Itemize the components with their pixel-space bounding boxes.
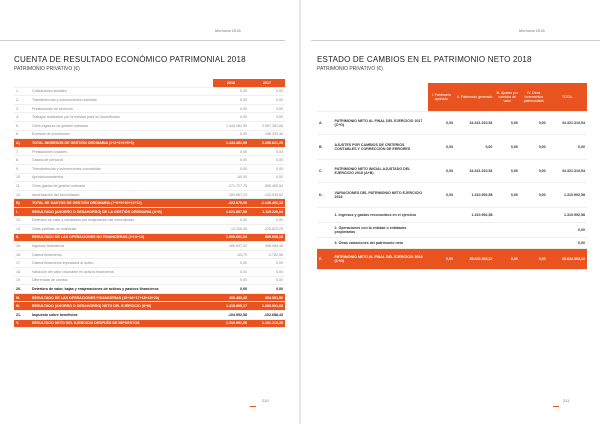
value-2017: 0,00: [249, 216, 285, 225]
row-value: 1.310.992,58: [548, 208, 587, 223]
row-number: 15.: [14, 242, 30, 251]
table-row: [14, 250, 285, 259]
table-row: [14, 276, 285, 285]
row-value: [455, 223, 494, 238]
row-value: 0,00: [520, 249, 548, 270]
row-value: 0,00: [455, 135, 494, 160]
row-label: VARIACIONES DEL PATRIMONIO NETO EJERCICIO 2018: [333, 183, 428, 208]
row-value: 35.632.303,12: [548, 249, 587, 270]
value-2018: 1.444.482,99: [213, 139, 249, 148]
row-letter: B.: [317, 135, 333, 160]
row-number: 1.: [14, 87, 30, 96]
row-value: 35.632.303,12: [455, 249, 494, 270]
row-value: 0,00: [548, 238, 587, 249]
left-page: [0, 0, 299, 424]
row-value: 0,00: [520, 183, 548, 208]
row-label: Diferencias de cambio: [30, 276, 213, 285]
row-number: 17.: [14, 259, 30, 268]
table-row: [14, 164, 285, 173]
row-value: [455, 238, 494, 249]
running-header: Memoria 2018: [215, 28, 241, 33]
value-2017: 1.181.213,25: [249, 319, 285, 328]
column-header-2017: 2017: [249, 79, 285, 87]
value-2017: 0,00: [249, 96, 285, 105]
row-label: Impuesto sobre beneficios: [30, 311, 213, 320]
table-row: [14, 319, 285, 328]
row-letter: C.: [317, 160, 333, 183]
row-number: 12.: [14, 190, 30, 199]
row-number: V.: [14, 319, 30, 328]
row-label: Excesos de provisiones: [30, 130, 213, 139]
row-letter: [317, 238, 333, 249]
row-number: 10.: [14, 173, 30, 182]
value-2018: 0,00: [213, 216, 249, 225]
row-number: 7.: [14, 147, 30, 156]
value-2018: 0,00: [213, 285, 249, 294]
value-2017: 2.255.621,20: [249, 139, 285, 148]
value-2017: 398.084,46: [249, 242, 285, 251]
row-label: Deterioro de valor y resultados por enajenación del inmovilizado: [30, 216, 213, 225]
row-value: 34.321.310,54: [455, 112, 494, 135]
value-2017: -3.782,96: [249, 250, 285, 259]
value-2017: 889.598,18: [249, 233, 285, 242]
row-number: 20.: [14, 285, 30, 294]
value-2017: 0,00: [249, 113, 285, 122]
value-2017: 394.301,50: [249, 293, 285, 302]
row-label: Deterioro de valor, bajas y enajenaciones de activos y pasivos financieros: [30, 285, 213, 294]
page-subtitle: PATRIMONIO PRIVATIVO (€): [317, 66, 383, 72]
value-2018: 0,00: [213, 87, 249, 96]
page-marker: [250, 406, 256, 407]
column-header-patrimonio-generado: II. Patrimonio generado: [455, 83, 494, 112]
header-rule: [0, 40, 285, 41]
table-row: [14, 139, 285, 148]
page-subtitle: PATRIMONIO PRIVATIVO (€): [14, 66, 80, 72]
row-label: Prestaciones de servicios: [30, 104, 213, 113]
value-2018: -271.727,76: [213, 182, 249, 191]
table-row: [14, 87, 285, 96]
row-letter: D.: [317, 183, 333, 208]
row-value: 0,00: [428, 160, 456, 183]
column-header-ajustes: III. Ajustes por cambios de valor: [494, 83, 519, 112]
row-label: PATRIMONIO NETO AL FINAL DEL EJERCICIO 2018 (C+D): [333, 249, 428, 270]
row-number: 19.: [14, 276, 30, 285]
table-row: [14, 147, 285, 156]
value-2017: 0,00: [249, 259, 285, 268]
row-letter: [317, 223, 333, 238]
row-number: 6.: [14, 130, 30, 139]
table-row: [14, 268, 285, 277]
page-title: ESTADO DE CAMBIOS EN EL PATRIMONIO NETO 2018: [317, 55, 532, 64]
table-row: [14, 156, 285, 165]
row-label: Otros gastos de gestión ordinaria: [30, 182, 213, 191]
value-2017: -995.465,54: [249, 182, 285, 191]
row-label: Gastos financieros: [30, 250, 213, 259]
row-number: 4.: [14, 113, 30, 122]
row-value: 34.321.310,54: [548, 160, 587, 183]
column-header-otros-incrementos: IV. Otros incrementos patrimoniales: [520, 83, 548, 112]
value-2018: -12.206,45: [213, 225, 249, 234]
table-row: [14, 96, 285, 105]
value-2017: 0,00: [249, 276, 285, 285]
row-value: 0,00: [428, 249, 456, 270]
row-value: 0,00: [494, 183, 519, 208]
row-value: 1.310.992,58: [455, 183, 494, 208]
row-label: Cotizaciones sociales: [30, 87, 213, 96]
table-row: [14, 302, 285, 311]
row-value: 0,00: [428, 112, 456, 135]
value-2018: -63,79: [213, 250, 249, 259]
table-row: [14, 293, 285, 302]
table-row: [317, 249, 587, 270]
equity-table: [317, 83, 587, 270]
row-letter: A.: [317, 112, 333, 135]
result-table: [14, 79, 285, 328]
table-row: [14, 216, 285, 225]
value-2018: -422.675,00: [213, 199, 249, 208]
row-label: RESULTADO (AHORRO O DESAHORRO) NETO DEL EJERCICIO (II+III): [30, 302, 213, 311]
row-label: RESULTADO DE LAS OPERACIONES FINANCIERAS (15+16+17+18+19+20): [30, 293, 213, 302]
row-number: 5.: [14, 121, 30, 130]
row-label: Otros ingresos de gestión ordinaria: [30, 121, 213, 130]
value-2018: 1.009.601,54: [213, 233, 249, 242]
row-number: 21.: [14, 311, 30, 320]
value-2017: 1.115.220,04: [249, 207, 285, 216]
row-letter: E.: [317, 249, 333, 270]
row-number: 14.: [14, 225, 30, 234]
row-value: 0,00: [494, 249, 519, 270]
row-number: 9.: [14, 164, 30, 173]
table-row: [14, 130, 285, 139]
table-row: [14, 225, 285, 234]
row-value: 34.321.310,54: [548, 112, 587, 135]
row-label: Variación del valor razonable en activos financieros: [30, 268, 213, 277]
value-2018: 0,00: [213, 156, 249, 165]
value-2018: 0,00: [213, 104, 249, 113]
page-number: 210: [262, 398, 269, 403]
row-value: [520, 208, 548, 223]
row-number: II.: [14, 233, 30, 242]
page-marker: [553, 406, 559, 407]
row-value: 0,00: [548, 223, 587, 238]
row-number: III.: [14, 293, 30, 302]
table-row: [317, 238, 587, 249]
value-2018: 1.310.992,58: [213, 319, 249, 328]
value-2018: 1.444.482,99: [213, 121, 249, 130]
table-header-row: [14, 79, 285, 87]
value-2017: 0,00: [249, 268, 285, 277]
row-value: 0,00: [494, 160, 519, 183]
row-value: 0,00: [428, 135, 456, 160]
table-row: [14, 190, 285, 199]
row-value: [428, 238, 456, 249]
row-number: B): [14, 199, 30, 208]
table-row: [14, 259, 285, 268]
row-label: Amortización del inmovilizado: [30, 190, 213, 199]
value-2017: 0,00: [249, 285, 285, 294]
value-2017: -225.622,29: [249, 225, 285, 234]
page-number: 211: [563, 398, 570, 403]
value-2017: 198.339,36: [249, 130, 285, 139]
table-row: [317, 223, 587, 238]
row-value: [428, 223, 456, 238]
value-2018: 0,00: [213, 268, 249, 277]
value-2017: 0,00: [249, 104, 285, 113]
row-letter: [317, 208, 333, 223]
row-number: 2.: [14, 96, 30, 105]
row-label: TOTAL DE GASTOS DE GESTIÓN ORDINARIA (7+8+9+10+11+12): [30, 199, 213, 208]
table-row: [14, 285, 285, 294]
value-2018: 406.483,43: [213, 293, 249, 302]
row-label: PATRIMONIO NETO INICIAL AJUSTADO DEL EJERCICIO 2018 (A+B): [333, 160, 428, 183]
row-value: 0,00: [520, 160, 548, 183]
value-2018: 0,00: [213, 96, 249, 105]
value-2018: 0,00: [213, 276, 249, 285]
row-number: A): [14, 139, 30, 148]
value-2017: 1.283.901,68: [249, 302, 285, 311]
value-2017: 0,00: [249, 164, 285, 173]
row-label: 3. Otras variaciones del patrimonio neto: [333, 238, 428, 249]
table-row: [14, 207, 285, 216]
row-value: [520, 238, 548, 249]
value-2017: 0,00: [249, 173, 285, 182]
value-2017: 0,00: [249, 147, 285, 156]
value-2018: 0,00: [213, 147, 249, 156]
right-page: [301, 0, 600, 424]
row-number: 16.: [14, 250, 30, 259]
table-row: [317, 135, 587, 160]
column-header-2018: 2018: [213, 79, 249, 87]
row-label: Gastos financieros imputados al activo: [30, 259, 213, 268]
row-number: I.: [14, 207, 30, 216]
table-row: [317, 112, 587, 135]
table-row: [14, 113, 285, 122]
table-row: [14, 233, 285, 242]
table-header-row: [317, 83, 587, 112]
row-label: Prestaciones sociales: [30, 147, 213, 156]
table-row: [14, 242, 285, 251]
table-row: [14, 173, 285, 182]
row-label: RESULTADO NETO DEL EJERCICIO DESPUÉS DE IMPUESTOS: [30, 319, 213, 328]
row-value: 0,00: [428, 183, 456, 208]
row-value: [428, 208, 456, 223]
value-2018: 0,00: [213, 259, 249, 268]
row-number: 18.: [14, 268, 30, 277]
table-row: [317, 208, 587, 223]
value-2017: -144.935,62: [249, 190, 285, 199]
row-label: Aprovisionamientos: [30, 173, 213, 182]
row-number: 3.: [14, 104, 30, 113]
row-number: IV.: [14, 302, 30, 311]
row-value: 0,00: [520, 112, 548, 135]
row-value: 0,00: [520, 135, 548, 160]
row-value: [494, 208, 519, 223]
row-label: 2. Operaciones con la entidad o entidades propietarias: [333, 223, 428, 238]
value-2017: -1.140.401,16: [249, 199, 285, 208]
row-label: AJUSTES POR CAMBIOS DE CRITERIOS CONTABLES Y CORRECCIÓN DE ERRORES: [333, 135, 428, 160]
row-value: [494, 223, 519, 238]
value-2018: 0,00: [213, 130, 249, 139]
table-row: [14, 121, 285, 130]
value-2017: 2.057.281,84: [249, 121, 285, 130]
value-2018: -104.992,58: [213, 311, 249, 320]
row-label: Ingresos financieros: [30, 242, 213, 251]
table-row: [317, 160, 587, 183]
row-label: Gastos de personal: [30, 156, 213, 165]
row-value: 0,00: [494, 135, 519, 160]
page-title: CUENTA DE RESULTADO ECONÓMICO PATRIMONIAL 2018: [14, 55, 246, 64]
table-row: [317, 183, 587, 208]
row-value: [494, 238, 519, 249]
row-label: Transferencias y subvenciones concedidas: [30, 164, 213, 173]
row-label: RESULTADO DE LAS OPERACIONES NO FINANCIERAS (I+13+14): [30, 233, 213, 242]
row-number: 13.: [14, 216, 30, 225]
column-header-patrimonio-aportado: I. Patrimonio aportado: [428, 83, 456, 112]
row-label: 1. Ingresos y gastos reconocidos en el ejercicio: [333, 208, 428, 223]
table-row: [14, 199, 285, 208]
row-value: 0,00: [548, 135, 587, 160]
value-2018: 1.021.807,99: [213, 207, 249, 216]
column-header-total: TOTAL: [548, 83, 587, 112]
value-2018: 0,00: [213, 164, 249, 173]
value-2017: 0,00: [249, 87, 285, 96]
row-label: PATRIMONIO NETO AL FINAL DEL EJERCICIO 2017 (C+D): [333, 112, 428, 135]
row-value: 34.321.310,54: [455, 160, 494, 183]
row-value: 1.310.992,58: [455, 208, 494, 223]
header-rule: [311, 40, 600, 41]
row-number: 11.: [14, 182, 30, 191]
row-label: RESULTADO (AHORRO O DESAHORRO) DE LA GESTIÓN ORDINARIA (A+B): [30, 207, 213, 216]
row-value: 1.310.992,58: [548, 183, 587, 208]
value-2018: -60,00: [213, 173, 249, 182]
value-2018: 1.415.985,17: [213, 302, 249, 311]
running-header: Memoria 2018: [519, 28, 545, 33]
row-label: Transferencias y subvenciones recibidas: [30, 96, 213, 105]
row-label: Otras partidas no ordinarias: [30, 225, 213, 234]
row-number: 8.: [14, 156, 30, 165]
row-label: TOTAL INGRESOS DE GESTIÓN ORDINARIA (1+2+3+4+5+6): [30, 139, 213, 148]
table-row: [14, 182, 285, 191]
table-row: [14, 104, 285, 113]
row-value: [520, 223, 548, 238]
value-2018: -150.887,24: [213, 190, 249, 199]
value-2018: 406.547,22: [213, 242, 249, 251]
value-2018: 0,00: [213, 113, 249, 122]
row-value: 0,00: [494, 112, 519, 135]
table-row: [14, 311, 285, 320]
value-2017: -102.688,43: [249, 311, 285, 320]
value-2017: 0,00: [249, 156, 285, 165]
row-label: Trabajos realizados por la entidad para su inmovilizado: [30, 113, 213, 122]
